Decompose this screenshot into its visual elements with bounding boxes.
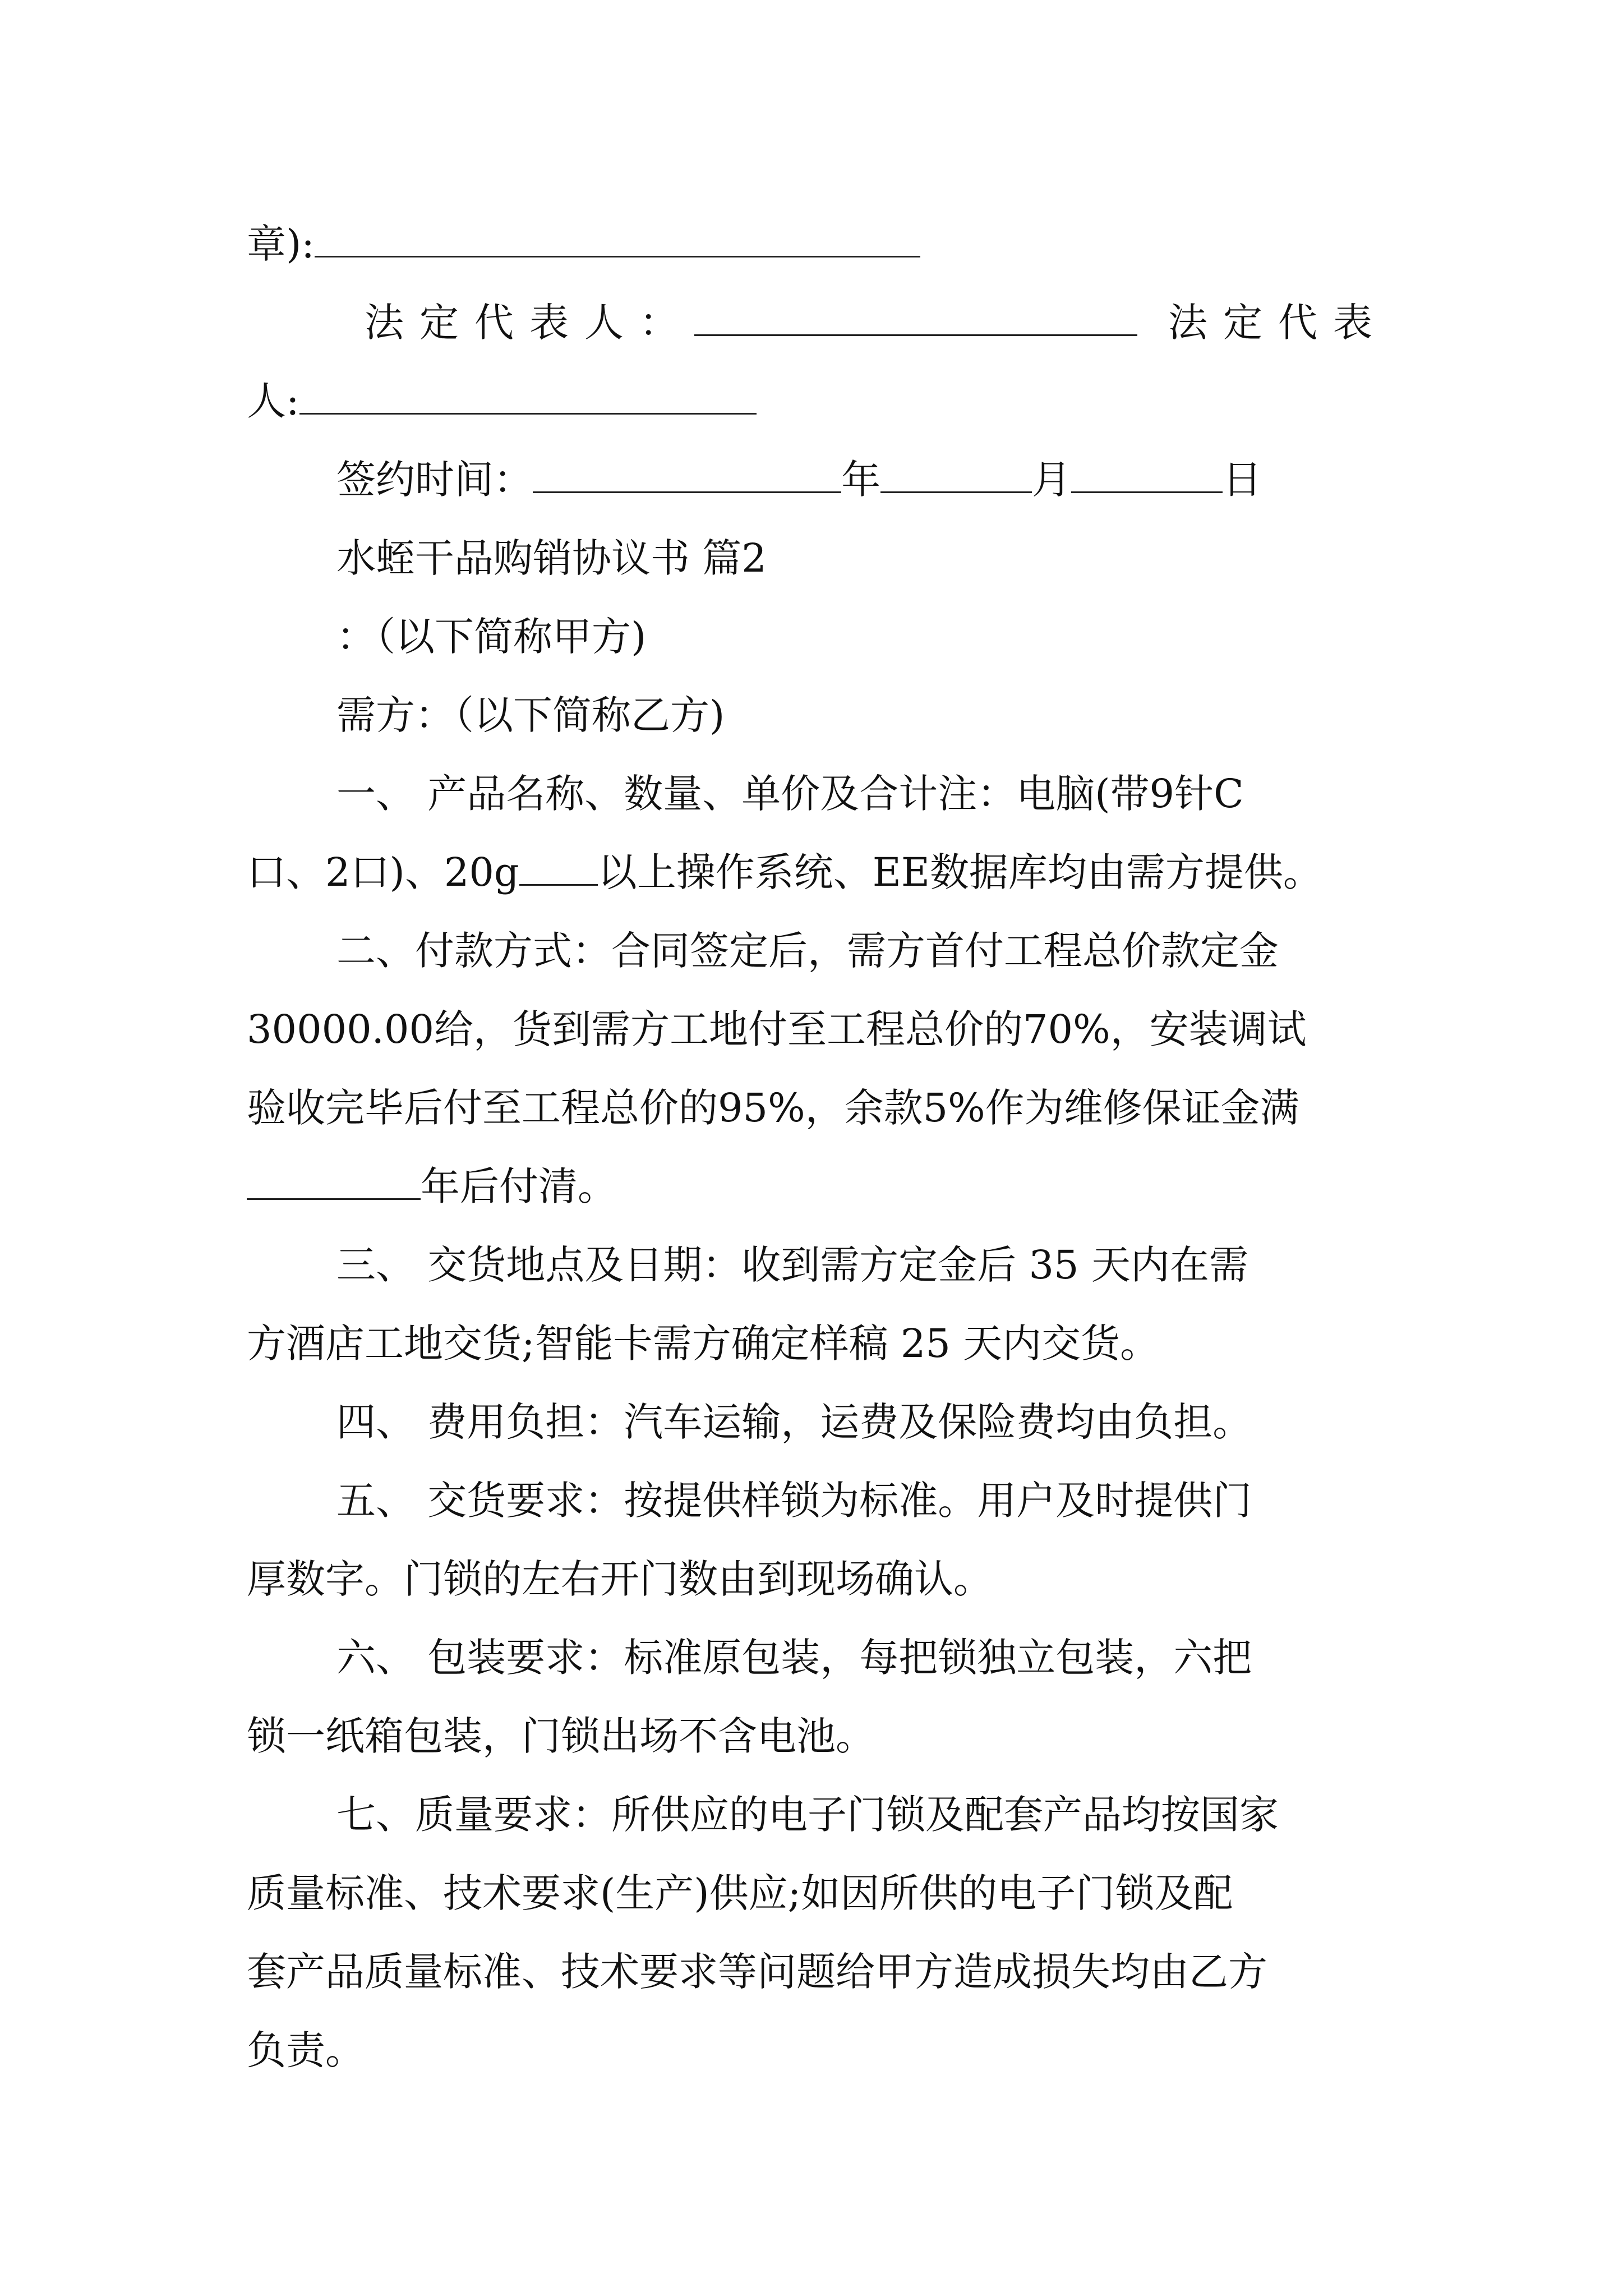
clause-6-line-2: 锁一纸箱包装，门锁出场不含电池。 bbox=[247, 1713, 875, 1759]
clause-7-line-4: 负责。 bbox=[247, 2027, 365, 2073]
seal-blank bbox=[315, 221, 920, 257]
clause-1-line-1: 一、 产品名称、数量、单价及合计注：电脑(带9针C bbox=[336, 771, 1244, 817]
clause-5-line-2: 厚数字。门锁的左右开门数由到现场确认。 bbox=[247, 1556, 993, 1602]
legal-rep-label-b: 法定代表 bbox=[1168, 300, 1388, 346]
seal-line bbox=[247, 205, 1380, 283]
document-body bbox=[247, 205, 1388, 2090]
clause-5-line-1: 五、 交货要求：按提供样锁为标准。用户及时提供门 bbox=[336, 1478, 1252, 1524]
legal-rep-line bbox=[247, 283, 1388, 362]
sign-date-line bbox=[247, 440, 1380, 519]
month-blank bbox=[880, 457, 1032, 493]
clause-2-text-after: 年后付清。 bbox=[421, 1163, 617, 1209]
legal-rep-blank-a bbox=[694, 300, 1137, 336]
day-blank bbox=[1071, 457, 1223, 493]
legal-rep-line-continued bbox=[247, 362, 1380, 440]
clause-2-line-3: 验收完毕后付至工程总价的95%，余款5%作为维修保证金满 bbox=[247, 1085, 1299, 1131]
clause-2-line-1: 二、付款方式：合同签定后，需方首付工程总价款定金 bbox=[336, 928, 1279, 974]
clause-7-line-3: 套产品质量标准、技术要求等问题给甲方造成损失均由乙方 bbox=[247, 1949, 1267, 1995]
clause-4-line-1: 四、 费用负担：汽车运输，运费及保险费均由负担。 bbox=[336, 1399, 1252, 1445]
party-a-line: ：（以下简称甲方) bbox=[336, 614, 647, 660]
clause-1-text-before: 口、2口)、20g bbox=[247, 849, 519, 895]
month-label: 月 bbox=[1032, 457, 1071, 503]
day-label: 日 bbox=[1223, 457, 1262, 503]
clause-1-text-after: 以上操作系统、EE数据库均由需方提供。 bbox=[597, 849, 1322, 895]
clause-7-line-1: 七、质量要求：所供应的电子门锁及配套产品均按国家 bbox=[336, 1792, 1279, 1838]
year-blank bbox=[533, 457, 841, 493]
section-title: 水蛭干品购销协议书 篇2 bbox=[336, 535, 767, 581]
legal-rep-label-a: 法定代表人： bbox=[365, 300, 694, 346]
year-label: 年 bbox=[841, 457, 880, 503]
clause-2-blank bbox=[247, 1163, 421, 1200]
clause-6-line-1: 六、 包装要求：标准原包装，每把锁独立包装，六把 bbox=[336, 1635, 1252, 1681]
clause-2-line-2: 30000.00给，货到需方工地付至工程总价的70%，安装调试 bbox=[247, 1006, 1307, 1052]
legal-rep-label-b-rest: 人: bbox=[247, 378, 299, 424]
party-b-line: 需方：（以下简称乙方) bbox=[336, 692, 725, 738]
clause-1-line-2 bbox=[247, 833, 1380, 912]
clause-3-line-1: 三、 交货地点及日期：收到需方定金后 35 天内在需 bbox=[336, 1242, 1248, 1288]
clause-1-blank bbox=[519, 849, 598, 886]
sign-date-label: 签约时间： bbox=[336, 457, 533, 503]
clause-7-line-2: 质量标准、技术要求(生产)供应;如因所供的电子门锁及配 bbox=[247, 1870, 1233, 1916]
legal-rep-blank-b bbox=[299, 378, 757, 415]
clause-3-line-2: 方酒店工地交货;智能卡需方确定样稿 25 天内交货。 bbox=[247, 1320, 1160, 1366]
seal-label: 章): bbox=[247, 221, 315, 267]
clause-2-line-4 bbox=[247, 1147, 1380, 1226]
